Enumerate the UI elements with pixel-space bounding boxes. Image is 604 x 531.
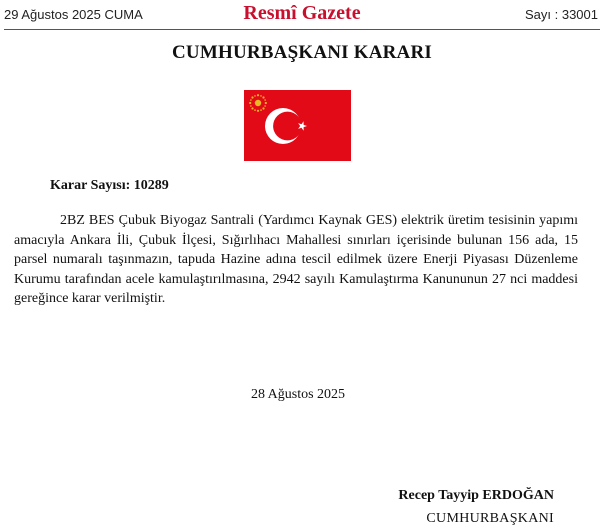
decision-number: Karar Sayısı: 10289: [50, 178, 169, 193]
signature-date: 28 Ağustos 2025: [250, 387, 346, 402]
document-title: CUMHURBAŞKANI KARARI: [172, 42, 432, 63]
header-divider: [4, 29, 600, 30]
gazette-issue-number: Sayı : 33001: [525, 7, 598, 22]
gazette-name[interactable]: Resmî Gazete: [243, 2, 361, 24]
decision-body-text: 2BZ BES Çubuk Biyogaz Santrali (Yardımcı Kaynak GES) elektrik üretim tesisinin yapımı amacıyla Ankara İli, Çubuk İlçesi, Sığırlıhacı Mahallesi sınırları içerisinde bulunan 156 ada, 15 parsel numaralı taşınmazın, tapuda Hazine adına tescil edilmek üzere Enerji Piyasası Düzenleme Kurumu tarafından acele kamulaştırılmasına, 2942 sayılı Kamulaştırma Kanununun 27 nci maddesi gereğince karar verilmiştir.: [14, 213, 578, 306]
presidential-seal-icon: [248, 93, 268, 118]
gazette-date: 29 Ağustos 2025 CUMA: [4, 7, 143, 22]
gazette-header: [0, 0, 604, 30]
signer-name: Recep Tayyip ERDOĞAN: [398, 488, 554, 503]
signer-title: CUMHURBAŞKANI: [426, 511, 554, 526]
